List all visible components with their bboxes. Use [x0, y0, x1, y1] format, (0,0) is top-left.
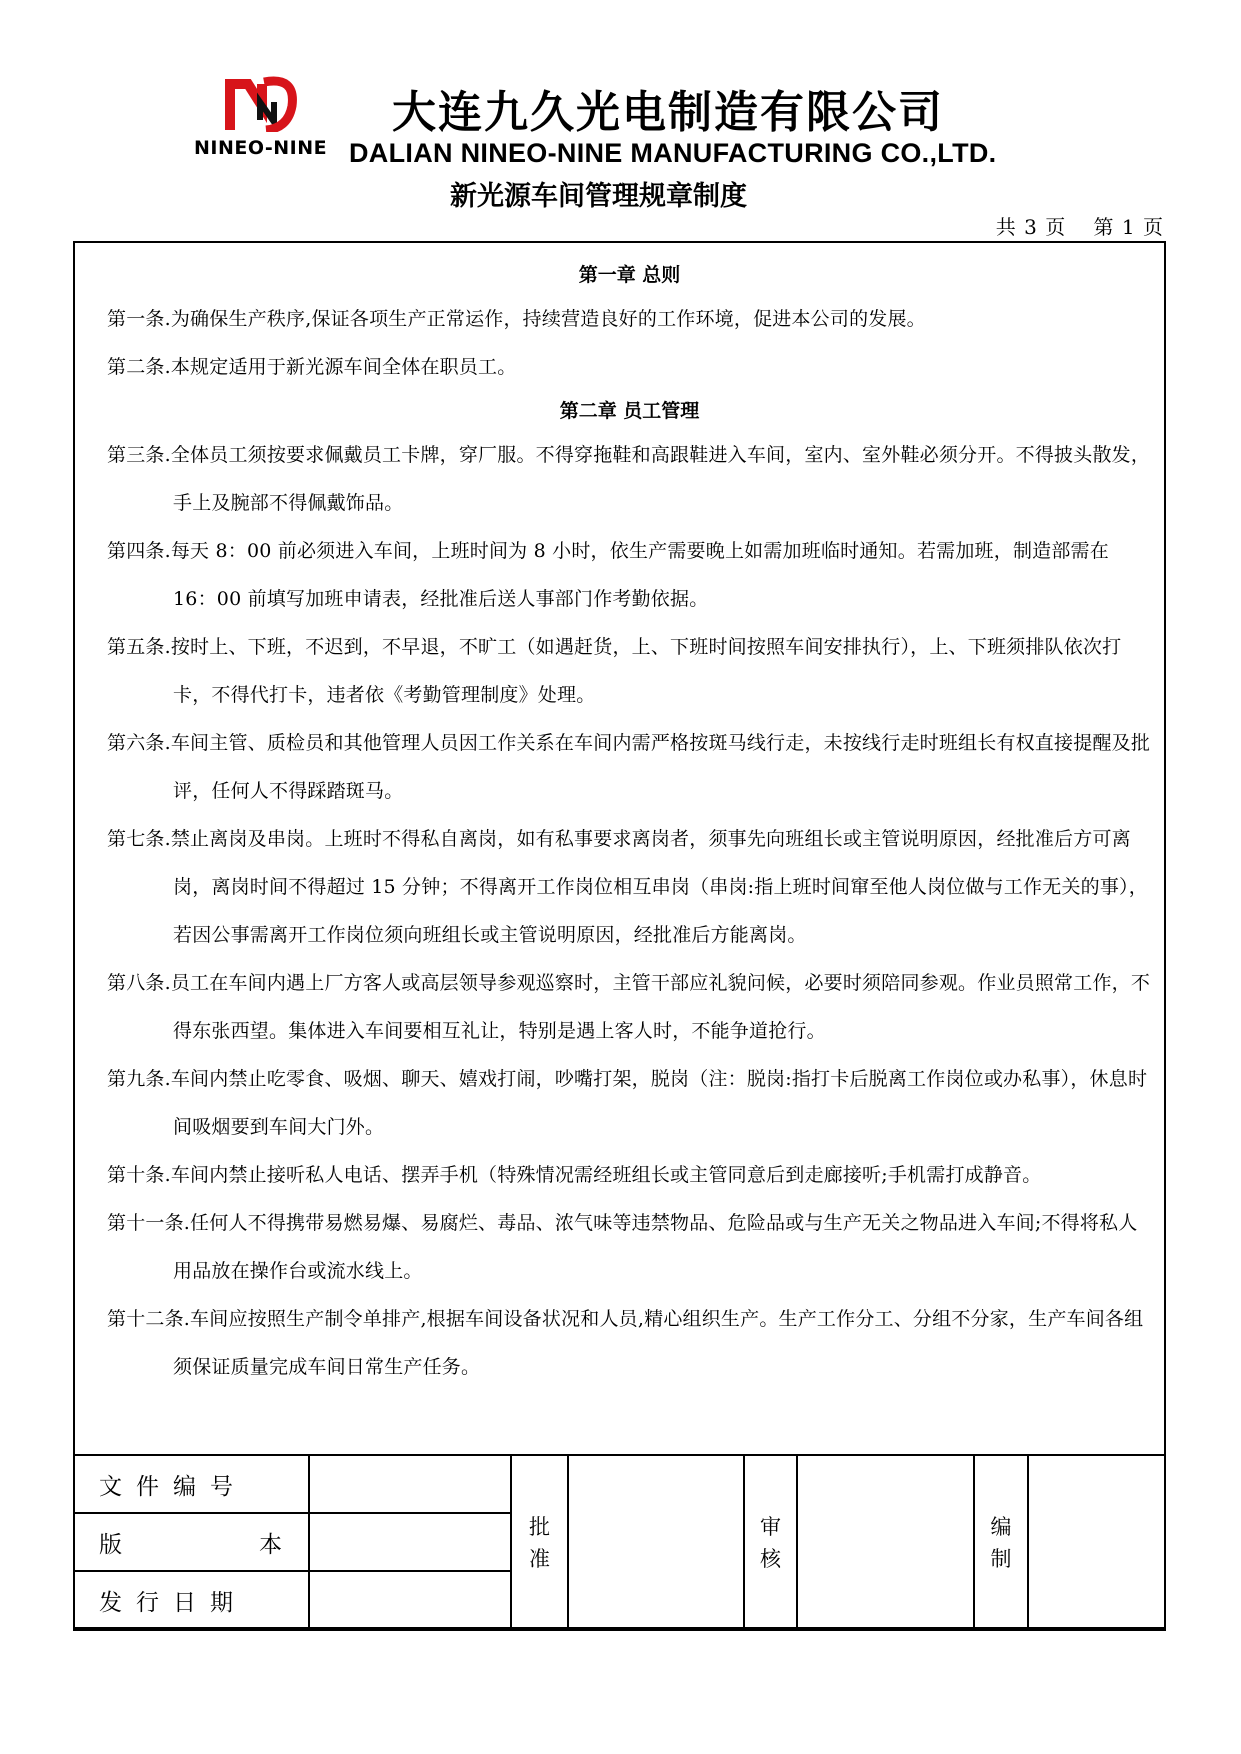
- issue-date-label: 发行日期: [74, 1571, 309, 1630]
- article: 第二条.本规定适用于新光源车间全体在职员工。: [107, 356, 517, 378]
- approval-table: [73, 1454, 1166, 1631]
- compile-label: 编制: [974, 1455, 1028, 1630]
- article: 第九条.车间内禁止吃零食、吸烟、聊天、嬉戏打闹，吵嘴打架，脱岗（注：脱岗:指打卡后脱离工作岗位或办私事），休息时间吸烟要到车间大门外。: [107, 1068, 1148, 1138]
- article: 第十条.车间内禁止接听私人电话、摆弄手机（特殊情况需经班组长或主管同意后到走廊接听;手机需打成静音。: [107, 1164, 1042, 1186]
- file-number-label: 文件编号: [74, 1455, 309, 1513]
- article: 第六条.车间主管、质检员和其他管理人员因工作关系在车间内需严格按斑马线行走，未按线行走时班组长有权直接提醒及批评，任何人不得踩踏斑马。: [107, 732, 1151, 802]
- version-label: 版本: [74, 1513, 309, 1571]
- article: 第八条.员工在车间内遇上厂方客人或高层领导参观巡察时，主管干部应礼貌问候，必要时须陪同参观。作业员照常工作，不得东张西望。集体进入车间要相互礼让，特别是遇上客人时，不能争道抢行。: [107, 972, 1151, 1042]
- article: 第十一条.任何人不得携带易燃易爆、易腐烂、毒品、浓气味等违禁物品、危险品或与生产无关之物品进入车间;不得将私人用品放在操作台或流水线上。: [107, 1212, 1138, 1282]
- review-signature: [797, 1455, 974, 1630]
- document-title: 新光源车间管理规章制度: [450, 181, 747, 212]
- article: 第一条.为确保生产秩序,保证各项生产正常运作，持续营造良好的工作环境，促进本公司的发展。: [107, 308, 926, 330]
- review-label: 审核: [744, 1455, 797, 1630]
- company-name-cn: 大连九久光电制造有限公司: [392, 87, 944, 138]
- article: 第四条.每天 8：00 前必须进入车间，上班时间为 8 小时，依生产需要晚上如需加班临时通知。若需加班，制造部需在 16：00 前填写加班申请表，经批准后送人事部门作考勤依据。: [107, 540, 1109, 610]
- article: 第七条.禁止离岗及串岗。上班时不得私自离岗，如有私事要求离岗者，须事先向班组长或主管说明原因，经批准后方可离岗，离岗时间不得超过 15 分钟；不得离开工作岗位相互串岗（串岗:指上班时间窜至他人岗位做与工作无关的事），若因公事需离开工作岗位须向班组长或主管说明原因，经批准后方能离岗。: [107, 828, 1148, 946]
- article: 第十二条.车间应按照生产制令单排产,根据车间设备状况和人员,精心组织生产。生产工作分工、分组不分家，生产车间各组须保证质量完成车间日常生产任务。: [107, 1308, 1144, 1378]
- logo-wordmark: NINEO-NINE: [194, 137, 328, 159]
- compile-signature: [1028, 1455, 1165, 1630]
- company-name-en: DALIAN NINEO-NINE MANUFACTURING CO.,LTD.: [349, 138, 997, 168]
- regulations-body: [107, 255, 1152, 1391]
- article: 第三条.全体员工须按要求佩戴员工卡牌，穿厂服。不得穿拖鞋和高跟鞋进入车间，室内、室外鞋必须分开。不得披头散发，手上及腕部不得佩戴饰品。: [107, 444, 1151, 514]
- approve-label: 批准: [511, 1455, 568, 1630]
- page-indicator: 共 3 页 第 1 页: [995, 215, 1163, 239]
- chapter-title: 第一章 总则: [578, 264, 681, 286]
- content-frame: [73, 241, 1166, 1629]
- company-logo: [222, 76, 298, 132]
- version-value: [309, 1513, 511, 1571]
- chapter-title: 第二章 员工管理: [559, 400, 700, 422]
- article: 第五条.按时上、下班，不迟到，不早退，不旷工（如遇赶货，上、下班时间按照车间安排执行），上、下班须排队依次打卡，不得代打卡，违者依《考勤管理制度》处理。: [107, 636, 1122, 706]
- approve-signature: [568, 1455, 744, 1630]
- issue-date-value: [309, 1571, 511, 1630]
- file-number-value: [309, 1455, 511, 1513]
